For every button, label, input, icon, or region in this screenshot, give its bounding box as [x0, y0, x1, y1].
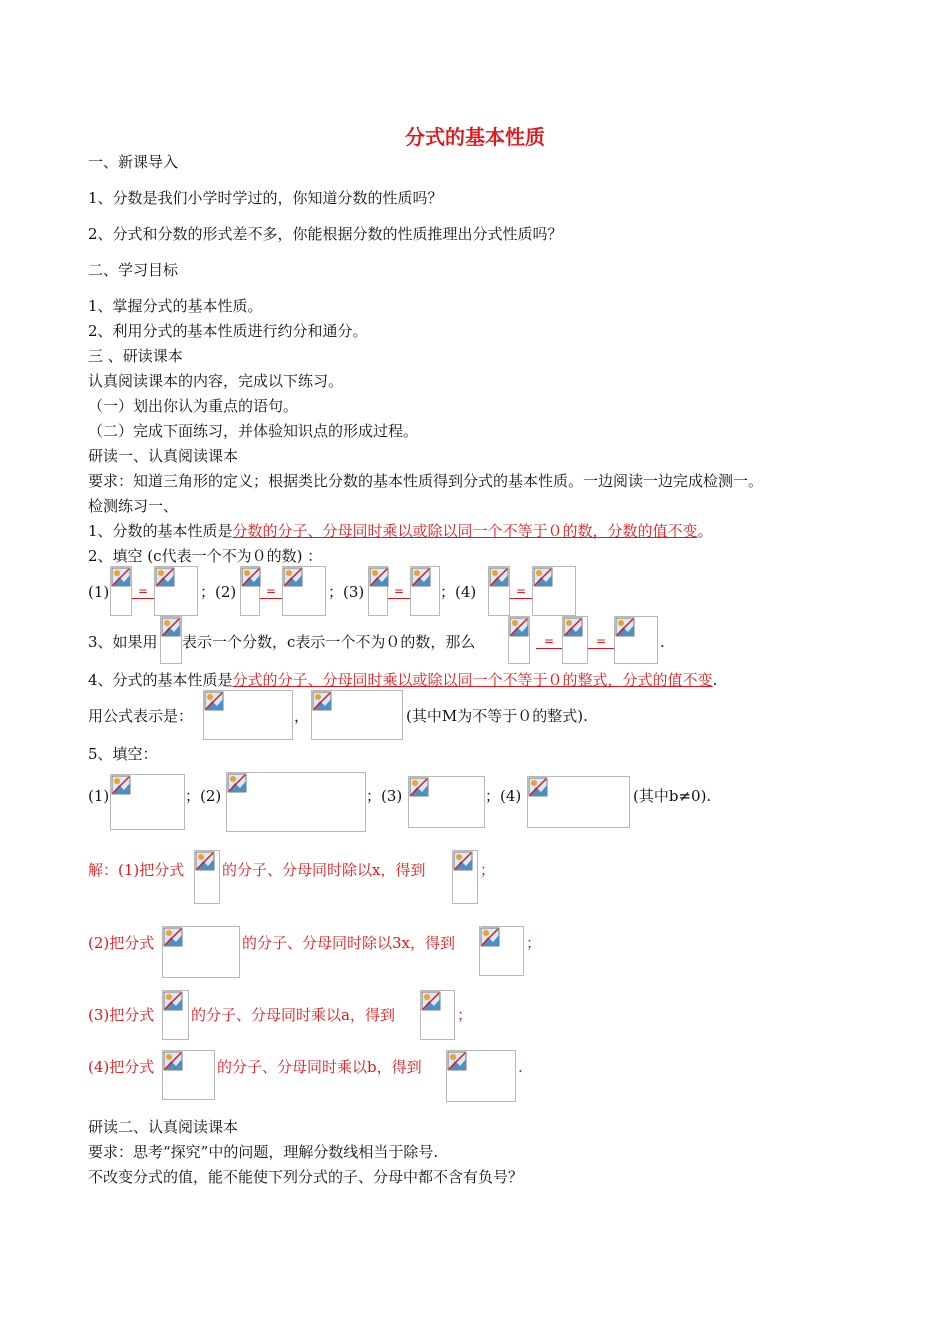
goal-1: 1、掌握分式的基本性质。: [88, 297, 263, 315]
broken-image-icon: [163, 927, 183, 947]
exercise-4-answer: 分式的分子、分母同时乘以或除以同一个不等于０的整式，分式的值不变: [232, 671, 713, 689]
broken-image-icon: [241, 567, 261, 587]
formula-image: [508, 616, 530, 664]
exercise-4-prefix: 4、分式的基本性质是: [88, 671, 233, 689]
exercise-5-item-1-label: (1): [88, 787, 110, 805]
formula-image: [311, 690, 403, 740]
broken-image-icon: [411, 567, 431, 587]
solution-3-start: (3)把分式: [88, 1006, 155, 1024]
formula-image: [446, 1050, 516, 1102]
equals-sign: =: [588, 634, 614, 649]
broken-image-icon: [509, 617, 529, 637]
broken-image-icon: [163, 991, 183, 1011]
broken-image-icon: [369, 567, 389, 587]
goal-2: 2、利用分式的基本性质进行约分和通分。: [88, 322, 368, 340]
solution-1-mid: 的分子、分母同时除以x，得到: [222, 861, 426, 879]
equals-sign: =: [388, 584, 410, 599]
exercise-3-mid: 表示一个分数，c表示一个不为０的数，那么: [182, 633, 476, 651]
exercise-5-item-2-label: ；(2): [185, 787, 222, 805]
solution-3-end: ；: [457, 1006, 473, 1024]
exercise-1-answer: 分数的分子、分母同时乘以或除以同一个不等于０的数，分数的值不变: [232, 522, 698, 540]
exercise-5-note: (其中b≠0).: [633, 787, 712, 805]
broken-image-icon: [533, 567, 553, 587]
formula-image: [162, 926, 240, 978]
broken-image-icon: [111, 775, 131, 795]
solution-2-end: ；: [526, 934, 542, 952]
formula-image: [452, 850, 478, 904]
broken-image-icon: [111, 567, 131, 587]
broken-image-icon: [563, 617, 583, 637]
formula-image: [162, 1050, 215, 1100]
formula-image: [562, 616, 588, 664]
formula-image: [420, 990, 455, 1040]
reading-2-heading: 研读二、认真阅读课本: [88, 1118, 239, 1136]
check-heading: 检测练习一、: [88, 497, 179, 515]
broken-image-icon: [447, 1051, 467, 1071]
reading-step-1: （一）划出你认为重点的语句。: [88, 397, 299, 415]
broken-image-icon: [312, 691, 332, 711]
exercise-2-item-3-label: ；(3): [328, 583, 365, 601]
exercise-1-suffix: 。: [697, 522, 713, 540]
formula-image: [160, 616, 182, 664]
equals-sign: =: [510, 584, 532, 599]
formula-image: [368, 566, 388, 616]
formula-image: [203, 690, 293, 740]
solution-4-start: (4)把分式: [88, 1058, 155, 1076]
formula-image: [488, 566, 510, 616]
solution-1-start: 解：(1)把分式: [88, 861, 185, 879]
broken-image-icon: [155, 567, 175, 587]
reading-2-requirement: 要求：思考“探究”中的问题，理解分数线相当于除号.: [88, 1143, 439, 1161]
exercise-3-end: .: [660, 633, 665, 651]
exercise-2-item-2-label: ；(2): [200, 583, 237, 601]
exercise-1: [88, 521, 713, 541]
formula-image: [240, 566, 260, 616]
equals-sign: =: [536, 634, 562, 649]
section-heading-goals: 二、学习目标: [88, 261, 179, 279]
exercise-3-prefix: 3、如果用: [88, 633, 158, 651]
formula-image: [154, 566, 198, 616]
broken-image-icon: [421, 991, 441, 1011]
formula-note: (其中M为不等于０的整式).: [406, 707, 588, 725]
formula-image: [532, 566, 576, 616]
formula-image: [410, 566, 440, 616]
solution-4-mid: 的分子、分母同时乘以b，得到: [217, 1058, 422, 1076]
solution-2-start: (2)把分式: [88, 934, 155, 952]
solution-3-mid: 的分子、分母同时乘以a，得到: [191, 1006, 395, 1024]
formula-image: [110, 774, 185, 830]
exercise-2-item-1-label: (1): [88, 583, 110, 601]
reading-1-requirement: 要求：知道三角形的定义；根据类比分数的基本性质得到分式的基本性质。一边阅读一边完成检测一。: [88, 472, 764, 490]
formula-image: [408, 776, 485, 828]
broken-image-icon: [195, 851, 215, 871]
broken-image-icon: [163, 1051, 183, 1071]
broken-image-icon: [528, 777, 548, 797]
exercise-4-suffix: .: [712, 671, 718, 689]
broken-image-icon: [227, 773, 247, 793]
section-heading-intro: 一、新课导入: [88, 153, 179, 171]
broken-image-icon: [615, 617, 635, 637]
broken-image-icon: [283, 567, 303, 587]
exercise-2-item-4-label: ；(4): [440, 583, 477, 601]
reading-step-2: （二）完成下面练习，并体验知识点的形成过程。: [88, 422, 419, 440]
formula-comma: ，: [294, 707, 310, 725]
equals-sign: =: [132, 584, 154, 599]
exercise-1-prefix: 1、分数的基本性质是: [88, 522, 233, 540]
solution-1-end: ；: [480, 861, 496, 879]
broken-image-icon: [161, 617, 181, 637]
page-title: 分式的基本性质: [405, 125, 545, 149]
formula-image: [479, 926, 524, 976]
broken-image-icon: [204, 691, 224, 711]
reading-intro: 认真阅读课本的内容，完成以下练习。: [88, 372, 344, 390]
formula-image: [226, 772, 366, 832]
formula-image: [194, 850, 220, 904]
exercise-5-label: 5、填空：: [88, 745, 158, 763]
reading-2-question: 不改变分式的值，能不能使下列分式的子、分母中都不含有负号？: [88, 1168, 524, 1186]
formula-image: [527, 776, 630, 828]
broken-image-icon: [409, 777, 429, 797]
section-heading-reading: 三 、研读课本: [88, 347, 183, 365]
formula-image: [110, 566, 132, 616]
intro-question-2: 2、分式和分数的形式差不多，你能根据分数的性质推理出分式性质吗？: [88, 225, 563, 243]
broken-image-icon: [489, 567, 509, 587]
formula-image: [162, 990, 189, 1040]
exercise-5-item-3-label: ；(3): [366, 787, 403, 805]
formula-image: [282, 566, 326, 616]
exercise-4: [88, 670, 717, 690]
solution-2-mid: 的分子、分母同时除以3x，得到: [242, 934, 456, 952]
broken-image-icon: [453, 851, 473, 871]
exercise-2-label: 2、填空 (c代表一个不为０的数) ：: [88, 547, 323, 565]
equals-sign: =: [260, 584, 282, 599]
solution-4-end: .: [518, 1058, 523, 1076]
formula-image: [614, 616, 658, 664]
intro-question-1: 1、分数是我们小学时学过的，你知道分数的性质吗？: [88, 189, 443, 207]
broken-image-icon: [480, 927, 500, 947]
exercise-5-item-4-label: ；(4): [485, 787, 522, 805]
reading-1-heading: 研读一、认真阅读课本: [88, 447, 239, 465]
formula-label: 用公式表示是：: [88, 707, 194, 725]
